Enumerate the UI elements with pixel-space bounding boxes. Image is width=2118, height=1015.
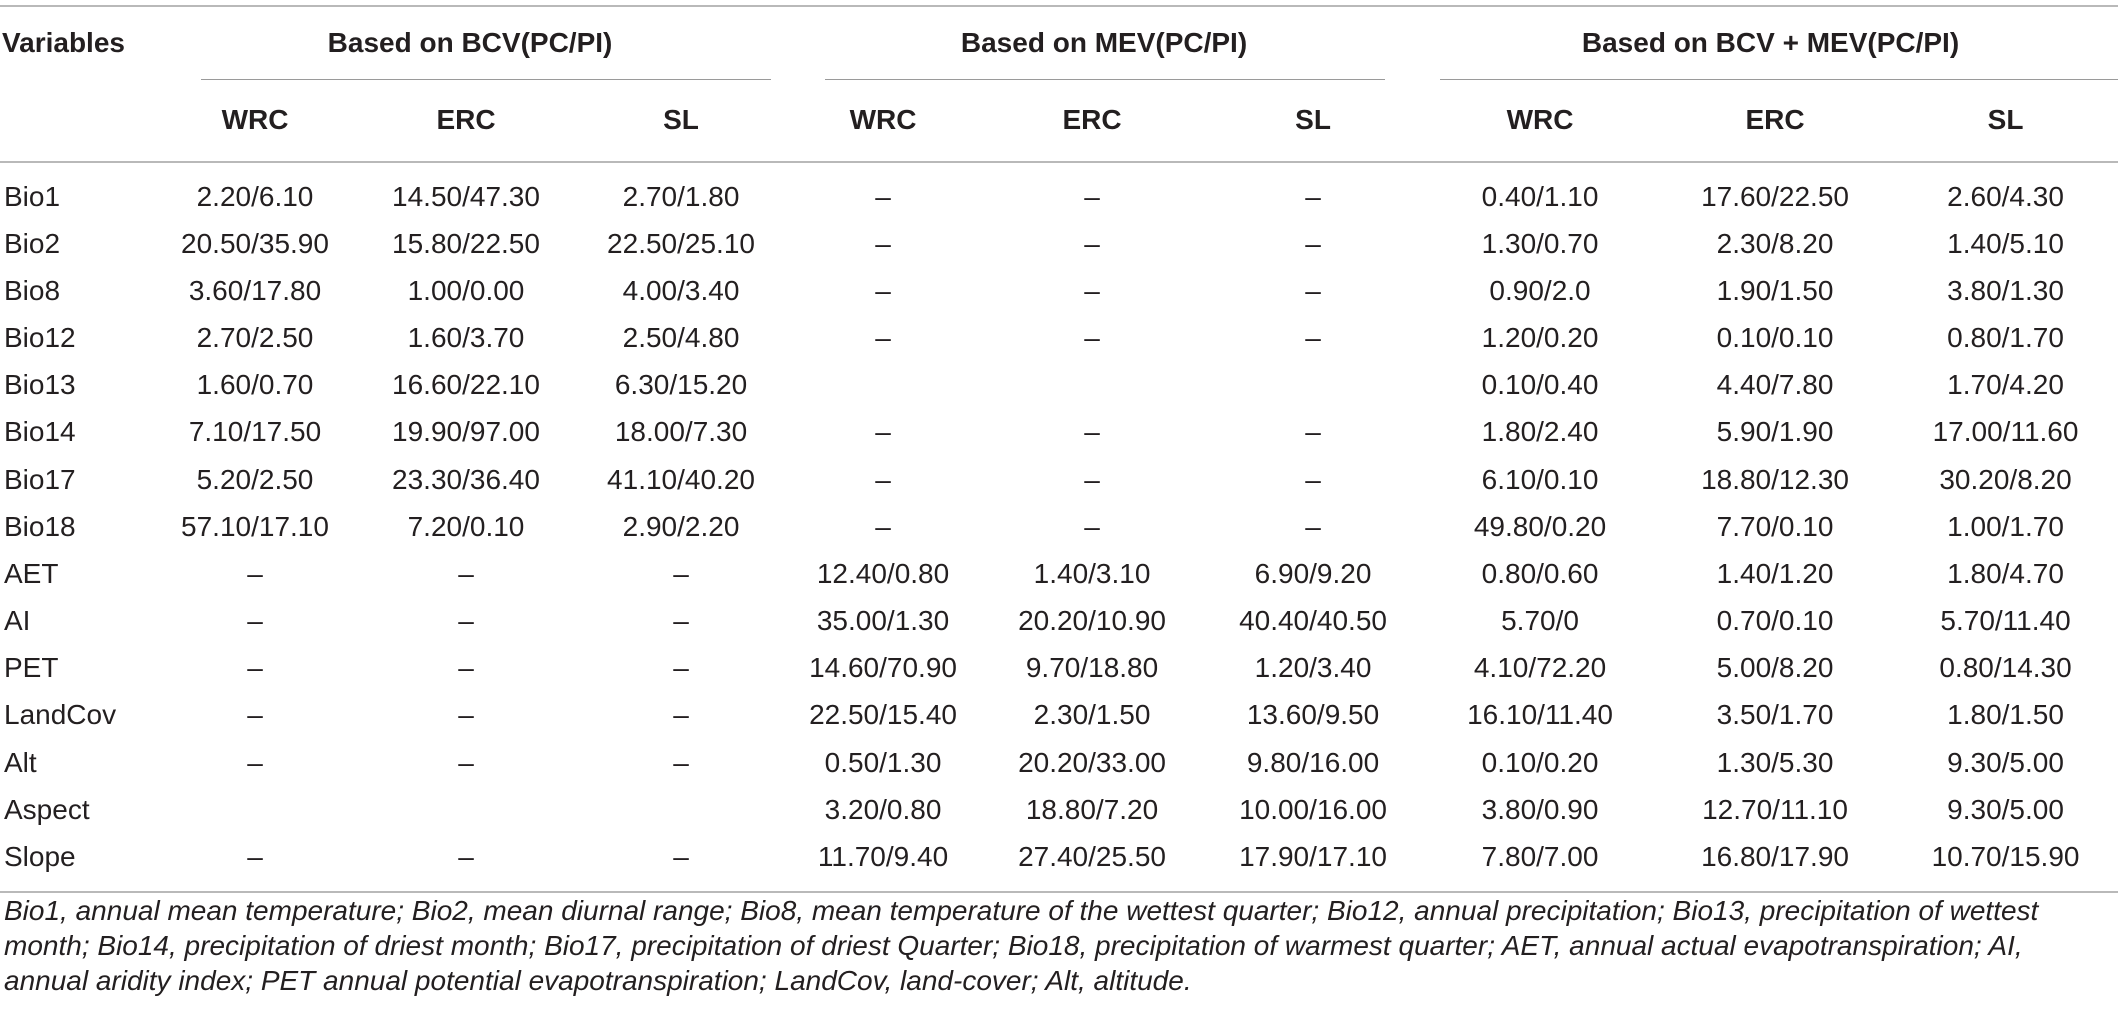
table-cell: 9.30/5.00 (1947, 793, 2064, 825)
table-cell: 2.50/4.80 (622, 321, 740, 353)
table-cell: 0.80/0.60 (1481, 557, 1599, 589)
table-cell: – (247, 746, 263, 778)
table-cell: – (1084, 510, 1100, 542)
table-cell: – (155, 833, 355, 891)
table-cell: 22.50/25.10 (607, 227, 755, 259)
table-cell (981, 362, 1203, 409)
table-cell: 16.80/17.90 (1657, 833, 1893, 891)
table-cell (785, 362, 981, 409)
row-variable-name: LandCov (4, 699, 117, 731)
table-row (0, 220, 2118, 267)
group-header-row (0, 6, 2118, 79)
table-cell: 19.90/97.00 (392, 416, 540, 448)
table-cell: – (1305, 321, 1321, 353)
table-cell: 12.70/11.10 (1702, 793, 1848, 825)
sub-header-cell: WRC (1506, 104, 1574, 135)
table-cell: 35.00/1.30 (816, 605, 950, 637)
table-cell: 3.80/0.90 (1481, 793, 1599, 825)
table-cell: – (875, 416, 891, 448)
table-cell: 16.60/22.10 (392, 369, 540, 401)
table-cell: – (355, 833, 577, 891)
table-cell: 1.70/4.20 (1947, 369, 2064, 401)
table-cell: 4.10/72.20 (1473, 652, 1607, 684)
sub-header-cell: SL (1987, 104, 2024, 135)
table-row (0, 162, 2118, 220)
table-cell: 20.20/10.90 (1018, 605, 1166, 637)
table-cell: – (673, 746, 689, 778)
row-variable-name: Alt (4, 746, 37, 778)
table-cell: – (1084, 180, 1100, 212)
table-cell: 5.70/0 (1501, 605, 1579, 637)
table-cell: 10.00/16.00 (1239, 793, 1387, 825)
table-cell: 0.80/1.70 (1947, 321, 2064, 353)
table-cell: 3.60/17.80 (188, 274, 322, 306)
table-cell: 5.90/1.90 (1716, 416, 1834, 448)
table-cell: 1.20/0.20 (1481, 321, 1599, 353)
table-cell: 5.70/11.40 (1940, 605, 2071, 637)
table-cell: 1.30/0.70 (1481, 227, 1599, 259)
table-row (0, 456, 2118, 503)
table-cell: 41.10/40.20 (607, 463, 755, 495)
row-variable-name: Bio17 (4, 463, 76, 495)
table-cell: 1.40/5.10 (1947, 227, 2064, 259)
table-row (0, 409, 2118, 456)
table-cell: – (673, 557, 689, 589)
table-cell: 1.80/2.40 (1481, 416, 1599, 448)
table-row (0, 692, 2118, 739)
table-cell: – (1305, 274, 1321, 306)
variable-contribution-table (0, 5, 2118, 893)
row-variable-name: AI (4, 605, 31, 637)
table-cell (1203, 362, 1423, 409)
table-cell (577, 786, 785, 833)
table-cell: 1.00/0.00 (407, 274, 525, 306)
table-cell: 11.70/9.40 (785, 833, 981, 891)
table-cell: – (458, 652, 474, 684)
table-cell: 0.90/2.0 (1489, 274, 1591, 306)
table-cell: – (1084, 274, 1100, 306)
table-cell: 23.30/36.40 (392, 463, 540, 495)
table-row (0, 786, 2118, 833)
sub-header-cell: WRC (849, 104, 917, 135)
sub-header-row (0, 79, 2118, 162)
table-cell: – (875, 227, 891, 259)
table-cell: 30.20/8.20 (1939, 463, 2072, 495)
sub-header-cell: ERC (1062, 104, 1122, 135)
table-cell: 40.40/40.50 (1239, 605, 1387, 637)
table-cell: 57.10/17.10 (181, 510, 329, 542)
table-row (0, 503, 2118, 550)
table-row (0, 645, 2118, 692)
table-cell: – (1305, 510, 1321, 542)
table-cell: 1.80/1.50 (1947, 699, 2064, 731)
table-cell: 9.30/5.00 (1947, 746, 2064, 778)
table-cell: 14.60/70.90 (809, 652, 957, 684)
table-cell: – (1084, 321, 1100, 353)
table-cell: 0.40/1.10 (1481, 180, 1599, 212)
table-cell: 17.60/22.50 (1701, 180, 1849, 212)
group-underline (1440, 79, 2118, 80)
row-variable-name: Bio1 (4, 180, 61, 212)
table-cell (355, 786, 577, 833)
table-cell: 4.40/7.80 (1716, 369, 1834, 401)
table-cell: – (247, 652, 263, 684)
sub-header-cell: SL (1295, 104, 1331, 135)
table-cell: 20.50/35.90 (181, 227, 329, 259)
table-cell: 1.20/3.40 (1254, 652, 1372, 684)
group-underline (825, 79, 1385, 80)
table-cell: – (1084, 227, 1100, 259)
table-cell: – (673, 699, 689, 731)
table-cell: 0.50/1.30 (824, 746, 942, 778)
table-cell: 14.50/47.30 (392, 180, 540, 212)
table-cell: 6.10/0.10 (1481, 463, 1599, 495)
table-cell: 0.10/0.10 (1716, 321, 1834, 353)
table-cell: – (458, 699, 474, 731)
table-cell: 0.80/14.30 (1939, 652, 2072, 684)
table-cell: – (673, 605, 689, 637)
table-cell: 0.70/0.10 (1716, 605, 1834, 637)
table-cell: 7.20/0.10 (407, 510, 525, 542)
table-cell: 9.80/16.00 (1246, 746, 1380, 778)
sub-header-empty (0, 79, 155, 162)
row-variable-name: Slope (0, 833, 155, 891)
table-cell: 1.90/1.50 (1716, 274, 1834, 306)
table-body (0, 162, 2118, 892)
group-header-bcv-mev-label: Based on BCV + MEV(PC/PI) (1581, 27, 1960, 58)
table-cell: – (458, 746, 474, 778)
table-row (0, 267, 2118, 314)
table-cell: 49.80/0.20 (1473, 510, 1607, 542)
table-cell: – (875, 180, 891, 212)
table-cell: 3.20/0.80 (824, 793, 942, 825)
group-header-mev-label: Based on MEV(PC/PI) (960, 27, 1248, 58)
table-cell: – (247, 557, 263, 589)
row-variable-name: Bio14 (4, 416, 76, 448)
table-cell: 10.70/15.90 (1893, 833, 2118, 891)
table-cell: 0.10/0.40 (1481, 369, 1599, 401)
table-cell: 6.90/9.20 (1254, 557, 1372, 589)
table-cell: – (458, 605, 474, 637)
table-row (0, 550, 2118, 597)
group-header-bcv (155, 6, 785, 79)
table-cell: 7.10/17.50 (188, 416, 322, 448)
table-row (0, 598, 2118, 645)
table-cell: – (875, 463, 891, 495)
group-header-bcv-mev (1423, 6, 2118, 79)
table-cell: – (247, 605, 263, 637)
table-cell: 12.40/0.80 (816, 557, 950, 589)
sub-header-cell: ERC (1745, 104, 1805, 135)
table-cell: 7.80/7.00 (1423, 833, 1657, 891)
table-cell: 18.00/7.30 (614, 416, 748, 448)
table-cell: – (1084, 463, 1100, 495)
table-cell: – (247, 699, 263, 731)
table-cell: 15.80/22.50 (392, 227, 540, 259)
group-header-mev (785, 6, 1423, 79)
group-header-bcv-label: Based on BCV(PC/PI) (327, 27, 613, 58)
table-row (0, 833, 2118, 891)
table-cell: 9.70/18.80 (1025, 652, 1159, 684)
table-cell: – (1305, 463, 1321, 495)
table-cell: 5.00/8.20 (1716, 652, 1834, 684)
row-variable-name: PET (4, 652, 59, 684)
row-variable-name: Bio8 (4, 274, 61, 306)
table-cell: 1.30/5.30 (1716, 746, 1834, 778)
table-cell: 2.90/2.20 (622, 510, 740, 542)
sub-header-cell: SL (663, 104, 699, 135)
table-cell: 1.60/3.70 (407, 321, 525, 353)
table-cell: – (875, 321, 891, 353)
row-variable-name: Bio2 (4, 227, 61, 259)
table-cell: – (1305, 180, 1321, 212)
table-cell: 1.80/4.70 (1947, 557, 2064, 589)
table-cell: 1.00/1.70 (1947, 510, 2064, 542)
table-cell: – (673, 652, 689, 684)
table-cell: 2.20/6.10 (196, 180, 314, 212)
table-cell: 2.60/4.30 (1947, 180, 2064, 212)
table-cell: – (875, 274, 891, 306)
table-cell: 2.70/1.80 (622, 180, 740, 212)
table-cell (155, 786, 355, 833)
table-cell: 0.10/0.20 (1481, 746, 1599, 778)
row-variable-name: Bio18 (4, 510, 76, 542)
group-underline (201, 79, 771, 80)
row-variable-name: Bio13 (4, 369, 76, 401)
table-footnote: Bio1, annual mean temperature; Bio2, mean diurnal range; Bio8, mean temperature of the wettest quarter; Bio12, annual precipitation; Bio13, precipitation of wettest month; Bio14, precipitation of driest month; Bio17, precipitation of driest Quarter; Bio18, precipitation of warmest quarter; AET, annual actual evapotranspiration; AI, annual aridity index; PET annual potential evapotranspiration; LandCov, land-cover; Alt, altitude. (4, 895, 2039, 996)
table-cell: 3.80/1.30 (1947, 274, 2064, 306)
table-cell: 13.60/9.50 (1246, 699, 1380, 731)
table-cell: 18.80/12.30 (1701, 463, 1849, 495)
table-cell: 17.90/17.10 (1203, 833, 1423, 891)
row-variable-name: Bio12 (4, 321, 76, 353)
table-cell: 2.70/2.50 (196, 321, 314, 353)
table-cell: 16.10/11.40 (1467, 699, 1613, 731)
table-cell: 6.30/15.20 (614, 369, 748, 401)
variables-header: Variables (2, 27, 125, 58)
table-row (0, 362, 2118, 409)
table-cell: 1.40/1.20 (1716, 557, 1834, 589)
table-cell: – (1305, 227, 1321, 259)
row-variable-name: AET (4, 557, 59, 589)
table-cell: 2.30/1.50 (1033, 699, 1151, 731)
table-row (0, 739, 2118, 786)
sub-header-cell: WRC (221, 104, 289, 135)
table-cell: – (577, 833, 785, 891)
table-cell: 22.50/15.40 (809, 699, 957, 731)
table-cell: – (1305, 416, 1321, 448)
table-cell: 1.40/3.10 (1033, 557, 1151, 589)
table-cell: 17.00/11.60 (1932, 416, 2079, 448)
table-cell: – (458, 557, 474, 589)
table-cell: – (1084, 416, 1100, 448)
sub-header-cell: ERC (436, 104, 496, 135)
table-cell: 2.30/8.20 (1716, 227, 1834, 259)
table-cell: 27.40/25.50 (981, 833, 1203, 891)
table-cell: 18.80/7.20 (1025, 793, 1159, 825)
table-cell: 1.60/0.70 (196, 369, 314, 401)
table-cell: – (875, 510, 891, 542)
row-variable-name: Aspect (4, 793, 90, 825)
table-cell: 5.20/2.50 (196, 463, 314, 495)
table-cell: 20.20/33.00 (1018, 746, 1166, 778)
table-row (0, 314, 2118, 361)
table-cell: 7.70/0.10 (1716, 510, 1834, 542)
table-cell: 3.50/1.70 (1716, 699, 1834, 731)
table-cell: 4.00/3.40 (622, 274, 740, 306)
